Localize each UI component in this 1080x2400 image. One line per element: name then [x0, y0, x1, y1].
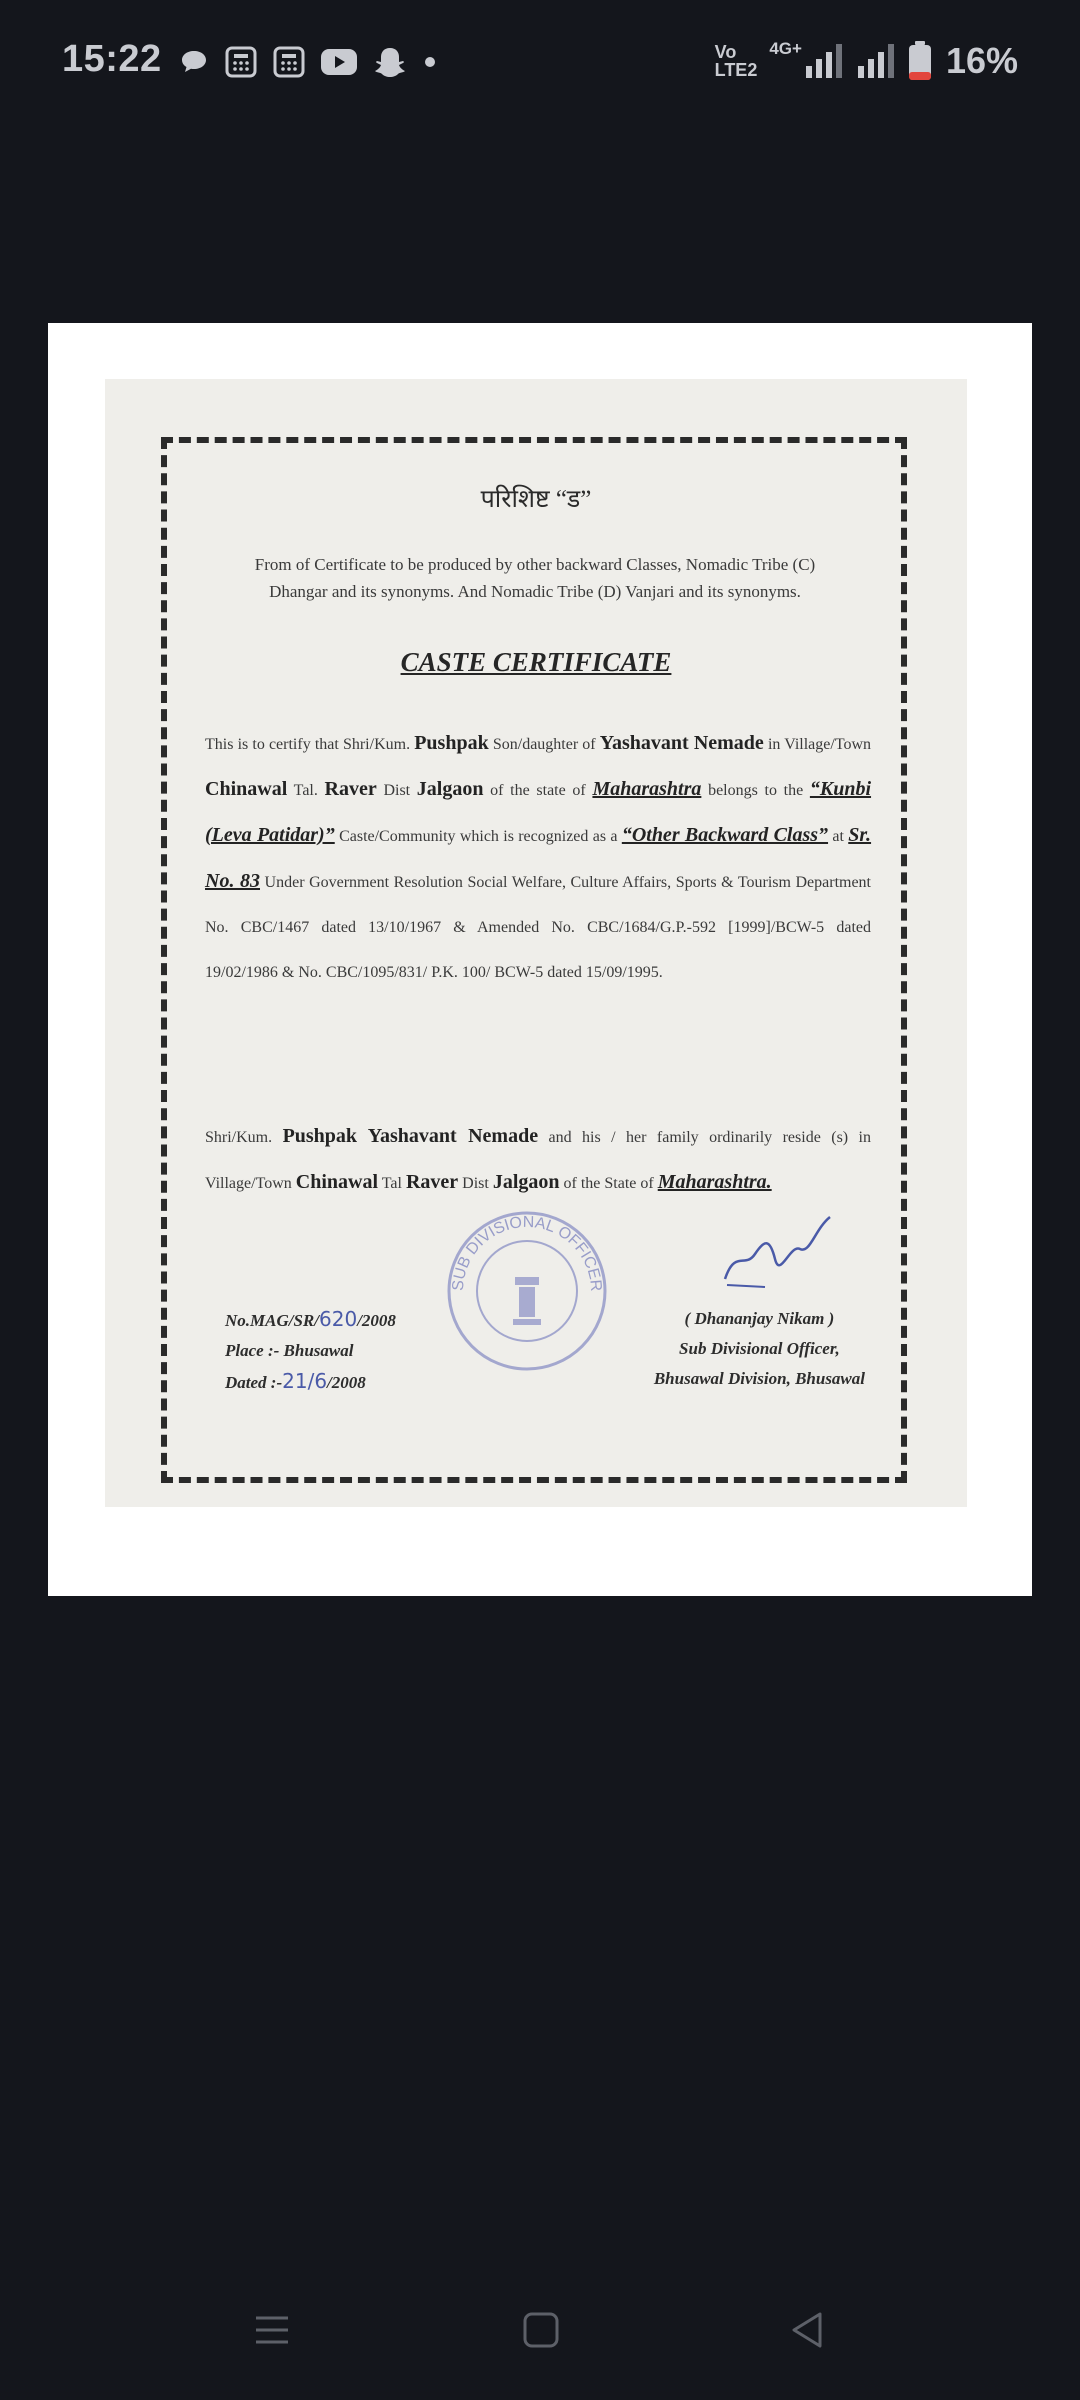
navigation-bar: [0, 2280, 1080, 2390]
official-stamp: [443, 1207, 611, 1375]
appendix-heading: परिशिष्ट “ड”: [480, 486, 592, 513]
recents-icon[interactable]: [252, 2310, 292, 2350]
battery-percent: 16%: [945, 40, 1018, 81]
svg-text:SUB DIVISIONAL OFFICER: SUB DIVISIONAL OFFICER: [449, 1213, 605, 1292]
snapchat-icon: [372, 45, 408, 79]
calculator-icon: [272, 45, 306, 79]
officer-signature: [715, 1209, 835, 1299]
battery-icon: [908, 41, 932, 81]
calculator-icon: [224, 45, 258, 79]
reference-details: No.MAG/SR/620/2008 Place :- Bhusawal Dated :-21/6/2008: [225, 1307, 396, 1393]
home-icon[interactable]: [521, 2310, 561, 2350]
notification-icons: [178, 44, 438, 80]
signal-strength-icon: [804, 42, 844, 80]
youtube-icon: [320, 47, 358, 77]
signal-strength-icon: [856, 42, 896, 80]
officer-details: ( Dhananjay Nikam ) Sub Divisional Officer, Bhusawal Division, Bhusawal: [653, 1309, 865, 1388]
volte-indicator: Vo LTE2: [714, 42, 758, 80]
form-note: From of Certificate to be produced by other backward Classes, Nomadic Tribe (C) Dhangar and its synonyms. And Nomadic Tribe (D) Vanjari and its synonyms.: [254, 555, 816, 601]
dot-icon: [422, 54, 438, 70]
status-bar: [0, 0, 1080, 124]
chat-bubble-icon: [178, 46, 210, 78]
certificate-scan: [105, 379, 967, 1507]
status-time: 15:22: [62, 38, 162, 80]
certificate-title: CASTE CERTIFICATE: [400, 647, 672, 677]
network-type: 4G+: [769, 39, 802, 58]
image-viewer[interactable]: [48, 323, 1032, 1596]
system-status: [715, 38, 1018, 84]
certificate-paragraph: This is to certify that Shri/Kum. Pushpak Son/daughter of Yashavant Nemade in Village/Town Chinawal Tal. Raver Dist Jalgaon of the state of Maharashtra belongs to the “Kunbi (Leva Patidar)” Caste/Community which is recognized as a “Other Backward Class” at Sr. No. 83 Under Government Resolution Social Welfare, Culture Affairs, Sports & Tourism Department No. CBC/1467 dated 13/10/1967 & Amended No. CBC/1684/G.P.-592 [1999]/BCW-5 dated 19/02/1986 & No. CBC/1095/831/ P.K. 100/ BCW-5 dated 15/09/1995.: [205, 732, 872, 981]
residence-paragraph: Shri/Kum. Pushpak Yashavant Nemade and his / her family ordinarily reside (s) in Village/Town Chinawal Tal Raver Dist Jalgaon of the State of Maharashtra.: [205, 1125, 872, 1193]
back-icon[interactable]: [788, 2310, 828, 2350]
